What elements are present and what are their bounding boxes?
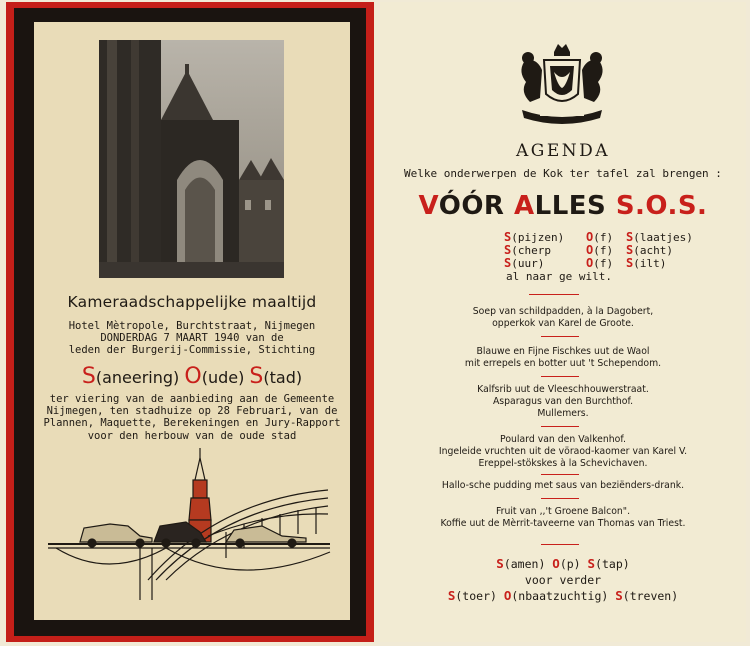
acrostic-rest: (f) [593,257,614,270]
closing-rest: (tap) [595,557,630,571]
divider-rule [541,474,579,475]
left-motto [34,364,350,389]
motto-rest: (tad) [263,368,303,387]
closing-line [380,588,746,604]
closing-initial: S [587,556,596,571]
closing-initial: O [503,588,512,603]
closing-rest: (amen) [503,557,553,571]
divider-rule [541,376,579,377]
course-line: Blauwe en Fijne Fischkes uut de Waol [476,346,650,357]
course-3 [380,384,746,420]
course-1 [380,306,746,330]
agenda-title: AGENDA [515,141,611,161]
acrostic-initial: O [586,256,594,270]
acrostic-initial: S [504,243,512,257]
acrostic-initial: S [626,256,634,270]
course-line: Ingeleide vruchten uit de vöraod-kaomer van Karel V. [438,446,688,457]
motto-initial: S [81,364,96,389]
left-body-line: ter viering van de aanbieding aan de Gemeente [49,393,335,405]
divider-rule [541,498,579,499]
agenda-subtitle: Welke onderwerpen de Kok ter tafel zal brengen : [404,167,722,180]
acrostic-rest: (f) [593,244,614,257]
course-line: Ereppel-stökskes à la Schevichaven. [478,458,648,469]
acrostic-initial: O [586,230,594,244]
left-body-line: voor den herbouw van de oude stad [87,429,297,442]
left-body-line: Plannen, Maquette, Berekeningen en Jury-Rapport [43,417,341,430]
left-intro-line: DONDERDAG 7 MAART 1940 van de [100,332,284,345]
acrostic-rest: (acht) [633,244,673,257]
course-line: Fruit van ,,'t Groene Balcon". [495,506,631,517]
acrostic-rest: (uur) [511,257,545,270]
motto-initial: O [184,364,202,389]
slogan-rest: ÓÓR [438,191,514,221]
divider-rule [529,294,579,295]
closing-line [380,572,746,588]
acrostic-tail: al naar ge wilt. [506,270,612,283]
bridge-sketch-illustration [48,440,333,608]
closing-initial: S [496,556,504,571]
closing-rest: voor verder [524,573,602,587]
course-line: mit errepels en botter uut 't Schependom. [464,358,662,369]
divider-rule [541,544,579,545]
coat-of-arms-icon [510,42,614,126]
left-intro-line: leden der Burgerij-Commissie, Stichting [68,344,316,357]
closing-line [380,556,746,572]
acrostic-initial: S [504,256,512,270]
course-5 [380,480,746,492]
left-body-line: Nijmegen, ten stadhuize op 28 Februari, van de [46,405,338,418]
acrostic-block [504,231,693,283]
acrostic-rest: (ilt) [633,257,667,270]
slogan-initial: S.O.S. [615,191,708,221]
slogan-initial: A [514,191,535,221]
course-line: Koffie uut de Mèrrit-taveerne van Thomas van Triest. [440,518,686,529]
closing-initial: S [615,588,623,603]
course-line: Poulard van den Valkenhof. [500,434,626,445]
slogan-rest: LLES [534,191,616,221]
acrostic-rest: (cherp [511,244,551,257]
motto-rest: (aneering) [95,368,180,387]
divider-rule [541,426,579,427]
course-line: Kalfsrib uut de Vleeschhouwerstraat. [477,384,649,395]
slogan-initial: V [418,191,439,221]
left-heading: Kameraadschappelijke maaltijd [67,293,317,311]
course-line: Hallo-sche pudding met saus van beziënders-drank. [441,480,685,491]
acrostic-row [504,231,693,244]
slogan [380,191,746,221]
acrostic-rest: (f) [593,231,614,244]
divider-rule [541,336,579,337]
motto-rest: (ude) [201,368,245,387]
motto-initial: S [249,364,264,389]
left-body [34,393,350,442]
closing-initial: S [447,588,456,603]
acrostic-rest: (laatjes) [633,231,693,244]
acrostic-initial: S [504,230,512,244]
course-6 [380,506,746,530]
course-line: Asparagus van den Burchthof. [492,396,634,407]
closing-rest: (toer) [455,589,504,603]
closing-initial: O [552,556,560,571]
closing-rest: (nbaatzuchtig) [511,589,616,603]
acrostic-initial: S [626,230,634,244]
left-intro-line: Hotel Mètropole, Burchtstraat, Nijmegen [68,320,316,332]
course-2 [380,346,746,370]
course-4 [380,434,746,470]
course-line: Mullemers. [537,408,589,419]
church-gate-photo [99,40,284,278]
course-line: Soep van schildpadden, à la Dagobert, [472,306,654,317]
closing-rest: (treven) [622,589,679,603]
acrostic-rest: (pijzen) [511,231,565,244]
acrostic-initial: O [586,243,594,257]
left-intro [34,320,350,357]
acrostic-initial: S [626,243,634,257]
closing-rest: (p) [559,557,588,571]
acrostic-row [504,257,693,270]
course-line: opperkok van Karel de Groote. [492,318,634,329]
acrostic-row [504,244,693,257]
closing-motto [380,556,746,604]
